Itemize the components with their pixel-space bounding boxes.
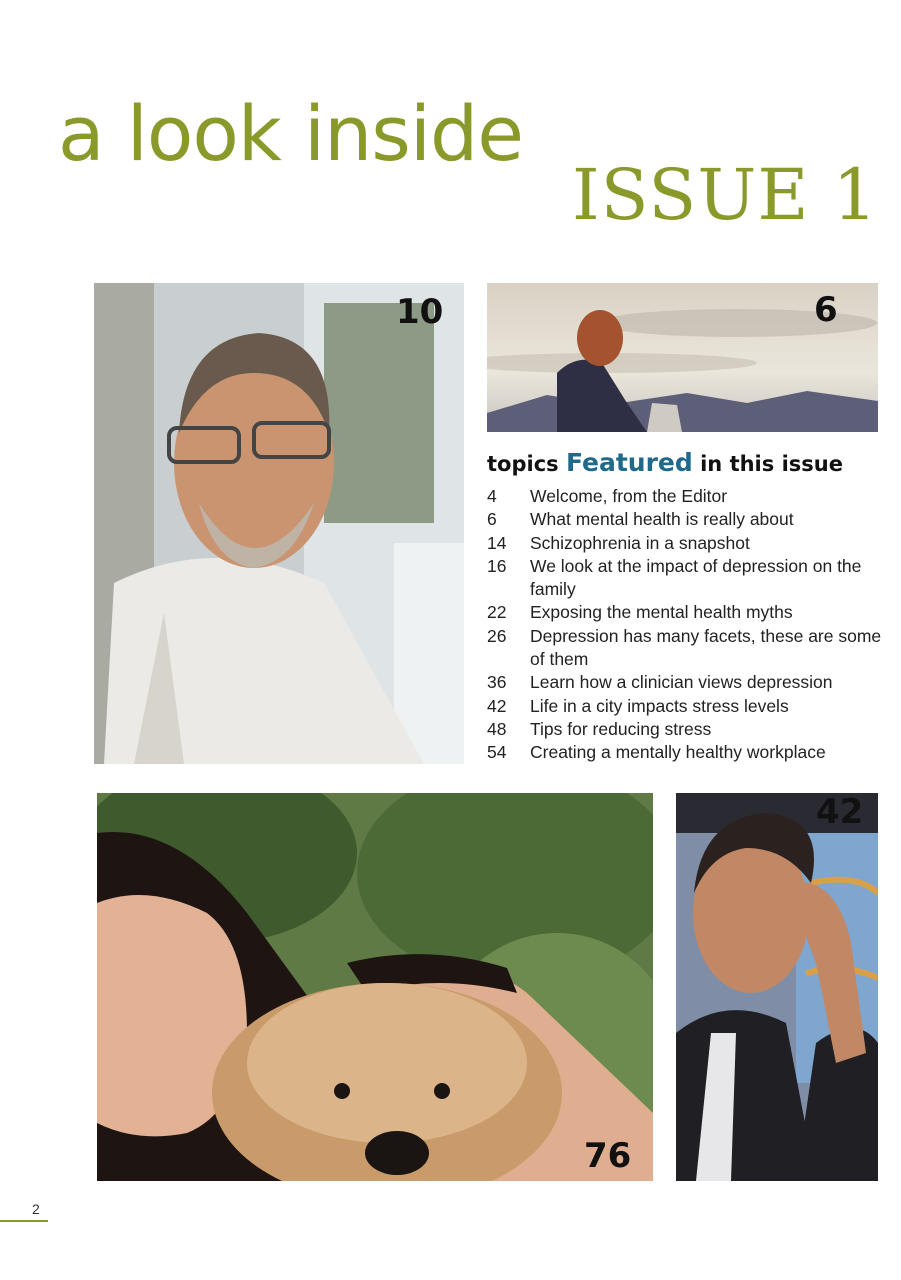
contents-item [487,625,887,672]
contents-item-page: 14 [487,532,507,553]
contents-item [487,555,887,602]
contents-item-title: Welcome, from the Editor [530,486,728,506]
contents-item-title: Tips for reducing stress [530,718,712,739]
photo-man-glasses [94,283,464,764]
page-number-footer [0,1200,48,1222]
photo-woman-dog [97,793,653,1181]
photo-page-number: 42 [816,793,864,832]
contents-item-title: Creating a mentally healthy workplace [530,742,826,763]
contents-item [487,671,887,694]
contents-item [487,718,887,741]
page-title: a look inside [58,89,524,178]
contents-item-title: Life in a city impacts stress levels [530,695,789,716]
contents-item-page: 6 [487,509,497,530]
contents-item-title: We look at the impact of depression on the family [530,555,862,600]
contents-item-page: 48 [487,718,507,739]
contents-item-page: 22 [487,602,507,623]
contents-item-page: 54 [487,742,507,763]
contents-item-page: 4 [487,486,497,506]
photo-page-number: 10 [396,292,444,332]
contents-item [487,508,887,531]
contents-item-page: 16 [487,555,507,576]
contents-item [487,485,887,508]
contents-heading [487,448,887,477]
contents-list [487,485,887,765]
contents-item-title: Schizophrenia in a snapshot [530,532,750,553]
contents-item-title: Learn how a clinician views depression [530,672,833,693]
photo-woman-mountains [487,283,878,432]
photo-page-number: 76 [584,1136,632,1176]
contents-item-title: Depression has many facets, these are some of them [530,625,882,670]
photo-stressed-man [676,793,878,1181]
contents-item-title: What mental health is really about [530,509,794,530]
contents-item [487,695,887,718]
contents-item [487,741,887,764]
table-of-contents [487,448,887,765]
page-number: 2 [32,1201,40,1217]
contents-heading-featured: Featured [565,448,693,477]
contents-heading-pre: topics [487,452,559,476]
contents-item [487,532,887,555]
contents-item [487,601,887,624]
contents-item-title: Exposing the mental health myths [530,602,793,623]
contents-item-page: 42 [487,695,507,716]
contents-item-page: 36 [487,672,507,693]
contents-item-page: 26 [487,625,507,646]
photo-page-number: 6 [814,290,838,330]
contents-heading-post: in this issue [700,452,843,476]
issue-label: ISSUE 1 [572,154,879,236]
